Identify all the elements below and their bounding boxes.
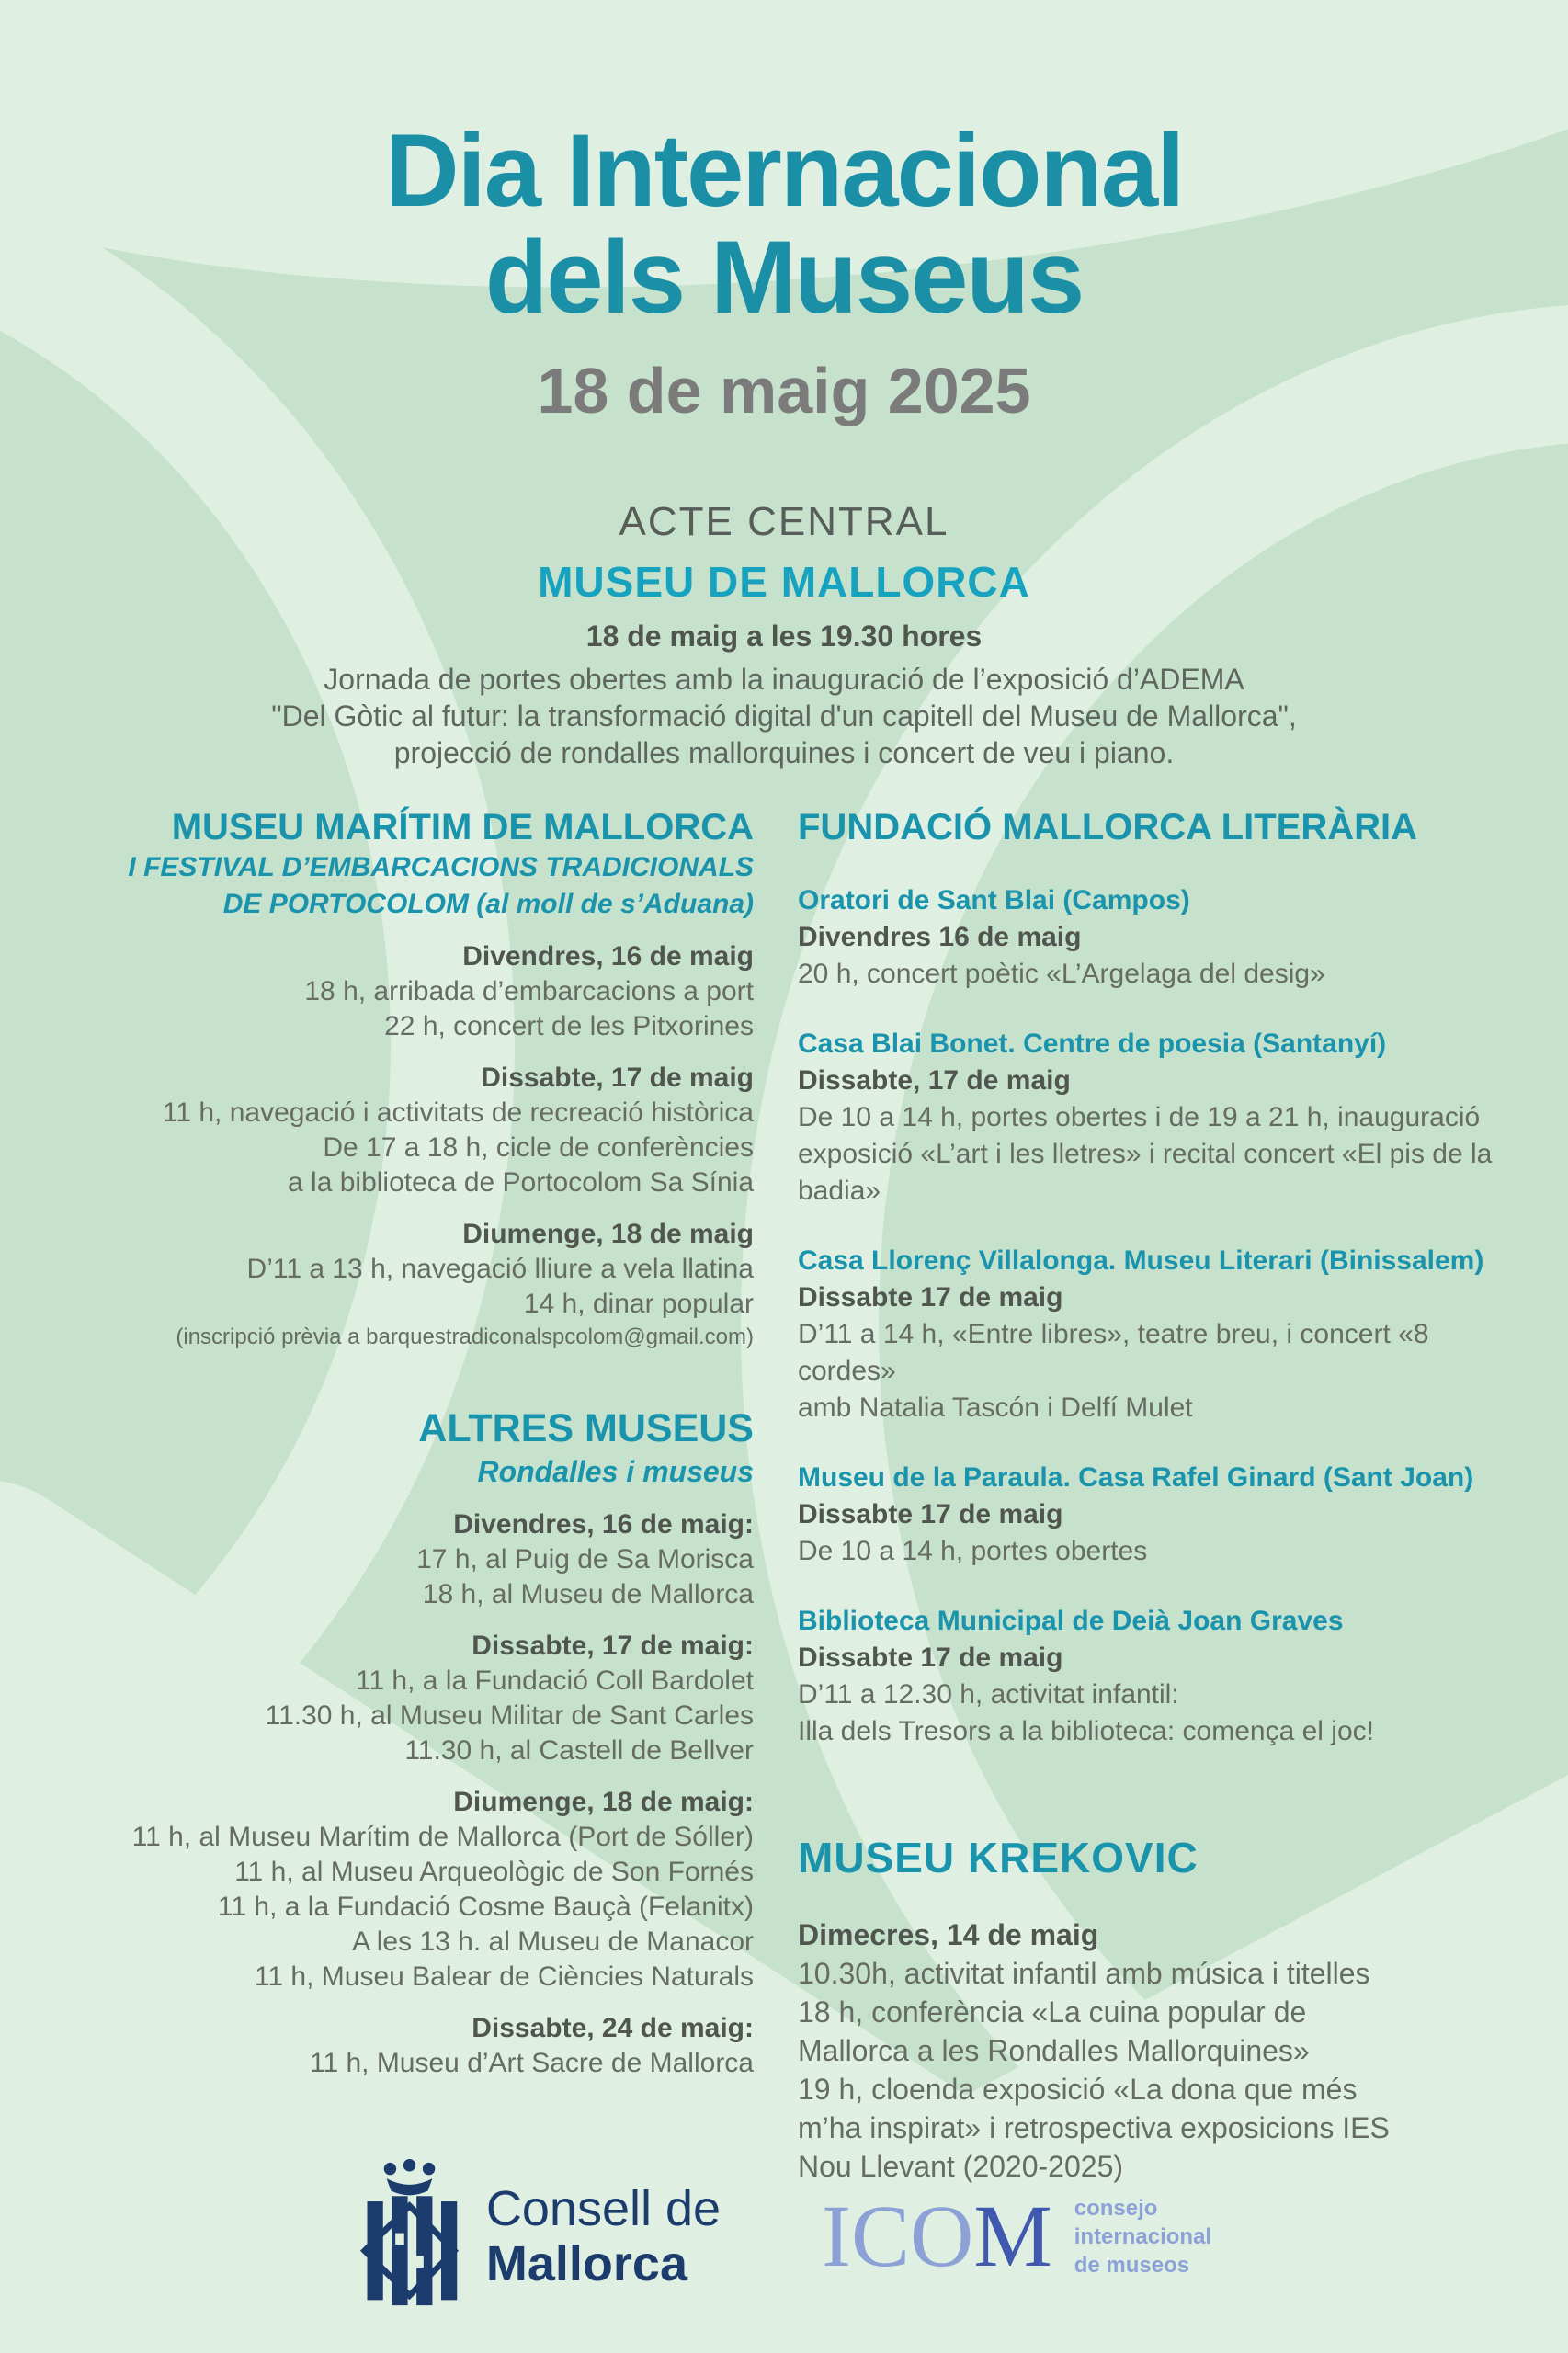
registration-note: (inscripció prèvia a barquestradiconalspcolom@gmail.com)	[176, 1324, 754, 1349]
poster-header	[0, 113, 1568, 426]
acte-central-line: "Del Gòtic al futur: la transformació digital d'un capitell del Museu de Mallorca",	[271, 699, 1297, 733]
event-line: De 10 a 14 h, portes obertes	[798, 1536, 1148, 1566]
consell-de-mallorca-logo	[357, 2158, 721, 2314]
event-line: a la biblioteca de Portocolom Sa Sínia	[288, 1167, 754, 1198]
venue-block	[798, 1460, 1517, 1570]
event-line: 11 h, a la Fundació Coll Bardolet	[355, 1665, 754, 1696]
event-block	[51, 939, 754, 1044]
event-block	[51, 2011, 754, 2081]
section-altres-museus	[51, 1404, 754, 2081]
event-line: 18 h, conferència «La cuina popular de	[798, 1995, 1307, 2029]
event-line: A les 13 h. al Museu de Manacor	[352, 1927, 754, 1957]
event-line: 20 h, concert poètic «L’Argelaga del desig»	[798, 959, 1325, 989]
event-line: 10.30h, activitat infantil amb música i titelles	[798, 1957, 1370, 1990]
event-line: 11 h, a la Fundació Cosme Bauçà (Felanitx)	[217, 1892, 754, 1922]
section-title: FUNDACIÓ MALLORCA LITERÀRIA	[798, 807, 1418, 847]
event-line: Mallorca a les Rondalles Mallorquines»	[798, 2034, 1310, 2067]
date-heading: Diumenge, 18 de maig:	[453, 1787, 754, 1817]
venue-block	[798, 1026, 1517, 1210]
event-line: 11 h, Museu d’Art Sacre de Mallorca	[309, 2048, 754, 2078]
event-block	[51, 1507, 754, 1612]
poster-date: 18 de maig 2025	[537, 355, 1031, 426]
event-line: 17 h, al Puig de Sa Morisca	[416, 1544, 754, 1574]
event-line: Nou Llevant (2020-2025)	[798, 2150, 1124, 2183]
title-line-2: dels Museus	[484, 220, 1084, 335]
event-block	[51, 1785, 754, 1995]
date-heading: Divendres, 16 de maig:	[453, 1509, 754, 1540]
acte-central-description	[0, 661, 1568, 771]
venue-block	[798, 1243, 1517, 1427]
acte-central-datetime: 18 de maig a les 19.30 hores	[585, 620, 983, 653]
consell-wordmark-line: Consell de	[485, 2181, 722, 2236]
section-subtitle-line: I FESTIVAL D’EMBARCACIONS TRADICIONALS	[128, 852, 754, 882]
date-heading: Divendres 16 de maig	[798, 922, 1082, 952]
event-line: exposició «L’art i les lletres» i recital concert «El pis de la	[798, 1139, 1493, 1169]
event-line: 11 h, navegació i activitats de recreació històrica	[162, 1097, 754, 1128]
poster-title	[0, 113, 1568, 335]
acte-central-line: Jornada de portes obertes amb la inauguració de l’exposició d’ADEMA	[324, 663, 1244, 696]
event-line: 18 h, al Museu de Mallorca	[422, 1579, 754, 1609]
poster-footer	[0, 2158, 1568, 2314]
venue-name: Casa Llorenç Villalonga. Museu Literari (Binissalem)	[798, 1245, 1484, 1276]
event-line: De 17 a 18 h, cicle de conferències	[323, 1132, 754, 1163]
icom-tagline-line: consejo	[1074, 2195, 1158, 2221]
icom-letter-dark: M	[973, 2187, 1052, 2285]
consell-wordmark	[486, 2181, 721, 2291]
icom-tagline	[1074, 2194, 1211, 2279]
consell-emblem-icon	[357, 2158, 462, 2314]
date-heading: Dissabte, 17 de maig	[481, 1063, 754, 1093]
consell-wordmark-line: Mallorca	[485, 2236, 687, 2291]
event-block	[51, 1217, 754, 1353]
venue-name: Casa Blai Bonet. Centre de poesia (Santanyí)	[798, 1029, 1387, 1059]
date-heading: Diumenge, 18 de maig	[462, 1219, 754, 1249]
event-line: 18 h, arribada d’embarcacions a port	[304, 976, 754, 1006]
date-heading: Dissabte, 24 de maig:	[472, 2013, 754, 2043]
event-line: 22 h, concert de les Pitxorines	[384, 1011, 754, 1041]
section-title: MUSEU KREKOVIC	[798, 1834, 1199, 1881]
venue-block	[798, 882, 1517, 993]
date-heading: Dissabte, 17 de maig:	[472, 1631, 754, 1661]
column-right	[798, 805, 1517, 2186]
venue-name: Biblioteca Municipal de Deià Joan Graves	[798, 1606, 1344, 1636]
event-line: 11 h, al Museu Marítim de Mallorca (Port de Sóller)	[131, 1822, 754, 1852]
acte-central-label: ACTE CENTRAL	[619, 499, 949, 544]
event-line: 19 h, cloenda exposició «La dona que més	[798, 2073, 1358, 2106]
event-line: D’11 a 12.30 h, activitat infantil:	[798, 1679, 1179, 1710]
event-line: badia»	[798, 1176, 881, 1206]
section-subtitle-line: DE PORTOCOLOM (al moll de s’Aduana)	[222, 889, 754, 919]
event-block	[51, 1629, 754, 1768]
event-line: 11.30 h, al Museu Militar de Sant Carles	[265, 1700, 754, 1731]
event-block	[51, 1061, 754, 1200]
event-line: 11.30 h, al Castell de Bellver	[404, 1735, 754, 1766]
date-heading: Dissabte 17 de maig	[798, 1643, 1063, 1673]
event-line: m’ha inspirat» i retrospectiva exposicions IES	[798, 2111, 1390, 2144]
program-columns	[51, 805, 1517, 2186]
icom-wordmark	[822, 2187, 1052, 2285]
icom-tagline-line: de museos	[1074, 2252, 1190, 2278]
event-line: 11 h, al Museu Arqueològic de Son Fornés	[234, 1857, 754, 1887]
event-line: Illa dels Tresors a la biblioteca: comença el joc!	[798, 1716, 1374, 1746]
icom-logo	[822, 2187, 1212, 2285]
event-line: De 10 a 14 h, portes obertes i de 19 a 21 h, inauguració	[798, 1102, 1481, 1132]
section-subtitle: Rondalles i museus	[477, 1455, 754, 1488]
event-line: D’11 a 14 h, «Entre libres», teatre breu, i concert «8 cordes»	[798, 1319, 1429, 1386]
section-title: MUSEU MARÍTIM DE MALLORCA	[171, 807, 754, 847]
section-fundacio-literaria	[798, 805, 1517, 1750]
date-heading: Dissabte 17 de maig	[798, 1499, 1063, 1529]
section-title: ALTRES MUSEUS	[418, 1406, 754, 1450]
title-line-1: Dia Internacional	[384, 113, 1184, 228]
section-museu-maritim	[51, 805, 754, 1353]
section-museu-krekovic	[798, 1833, 1517, 2186]
venue-name: Oratori de Sant Blai (Campos)	[798, 885, 1190, 915]
date-heading: Dissabte 17 de maig	[798, 1282, 1063, 1313]
date-heading: Divendres, 16 de maig	[462, 941, 754, 972]
event-line: 11 h, Museu Balear de Ciències Naturals	[254, 1961, 754, 1992]
column-left	[51, 805, 754, 2186]
event-line: amb Natalia Tascón i Delfí Mulet	[798, 1392, 1193, 1423]
acte-central-line: projecció de rondalles mallorquines i concert de veu i piano.	[393, 736, 1175, 769]
event-line: D’11 a 13 h, navegació lliure a vela llatina	[246, 1254, 754, 1284]
date-heading: Dissabte, 17 de maig	[798, 1065, 1071, 1096]
icom-tagline-line: internacional	[1074, 2223, 1212, 2249]
venue-name: Museu de la Paraula. Casa Rafel Ginard (Sant Joan)	[798, 1462, 1474, 1493]
icom-letters-light: ICO	[822, 2187, 974, 2285]
event-block	[798, 1915, 1517, 2186]
event-line: 14 h, dinar popular	[523, 1289, 754, 1319]
venue-block	[798, 1603, 1517, 1750]
acte-central-section	[0, 499, 1568, 771]
acte-central-venue: MUSEU DE MALLORCA	[538, 558, 1030, 606]
date-heading: Dimecres, 14 de maig	[798, 1918, 1099, 1951]
